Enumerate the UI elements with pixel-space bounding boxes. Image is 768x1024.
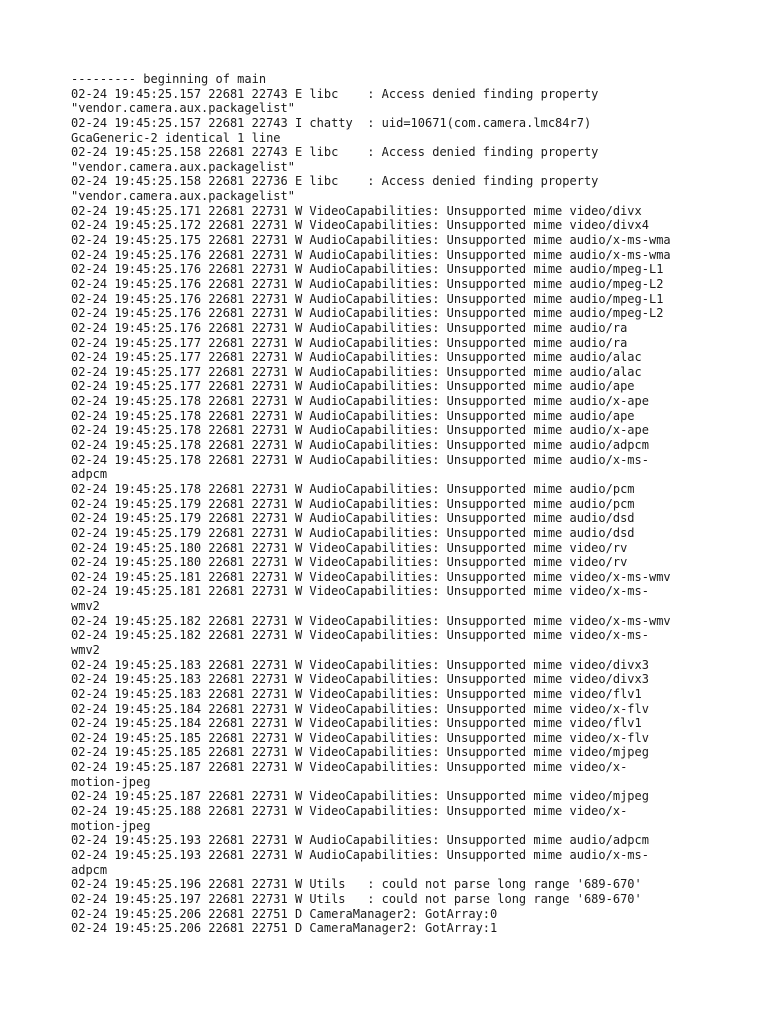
log-line: 02-24 19:45:25.176 22681 22731 W AudioCapabilities: Unsupported mime audio/mpeg-L2 (71, 306, 664, 321)
log-line: "vendor.camera.aux.packagelist" (71, 159, 295, 174)
log-line: 02-24 19:45:25.176 22681 22731 W AudioCapabilities: Unsupported mime audio/mpeg-L1 (71, 262, 664, 277)
log-line: 02-24 19:45:25.183 22681 22731 W VideoCapabilities: Unsupported mime video/divx3 (71, 657, 649, 672)
log-line: 02-24 19:45:25.178 22681 22731 W AudioCapabilities: Unsupported mime audio/pcm (71, 481, 635, 496)
log-line: adpcm (71, 862, 108, 877)
log-line: 02-24 19:45:25.179 22681 22731 W AudioCapabilities: Unsupported mime audio/dsd (71, 511, 635, 526)
log-line: 02-24 19:45:25.179 22681 22731 W AudioCapabilities: Unsupported mime audio/dsd (71, 525, 635, 540)
log-line: 02-24 19:45:25.176 22681 22731 W AudioCapabilities: Unsupported mime audio/ra (71, 320, 628, 335)
log-line: 02-24 19:45:25.182 22681 22731 W VideoCapabilities: Unsupported mime video/x-ms- (71, 628, 649, 643)
log-line: 02-24 19:45:25.183 22681 22731 W VideoCapabilities: Unsupported mime video/flv1 (71, 686, 642, 701)
log-line: 02-24 19:45:25.193 22681 22731 W AudioCapabilities: Unsupported mime audio/x-ms- (71, 847, 649, 862)
log-line: 02-24 19:45:25.206 22681 22751 D CameraManager2: GotArray:1 (71, 921, 498, 936)
log-line: 02-24 19:45:25.178 22681 22731 W AudioCapabilities: Unsupported mime audio/x-ms- (71, 452, 649, 467)
log-line: 02-24 19:45:25.180 22681 22731 W VideoCapabilities: Unsupported mime video/rv (71, 540, 628, 555)
log-line: 02-24 19:45:25.158 22681 22743 E libc : Access denied finding property (71, 145, 599, 160)
log-line: 02-24 19:45:25.176 22681 22731 W AudioCapabilities: Unsupported mime audio/x-ms-wma (71, 247, 671, 262)
log-line: 02-24 19:45:25.197 22681 22731 W Utils : could not parse long range '689-670' (71, 891, 642, 906)
log-line: 02-24 19:45:25.175 22681 22731 W AudioCapabilities: Unsupported mime audio/x-ms-wma (71, 233, 671, 248)
log-line: 02-24 19:45:25.181 22681 22731 W VideoCapabilities: Unsupported mime video/x-ms-wmv (71, 569, 671, 584)
log-line: 02-24 19:45:25.171 22681 22731 W VideoCapabilities: Unsupported mime video/divx (71, 203, 642, 218)
log-line: 02-24 19:45:25.184 22681 22731 W VideoCapabilities: Unsupported mime video/x-flv (71, 701, 649, 716)
log-line: 02-24 19:45:25.182 22681 22731 W VideoCapabilities: Unsupported mime video/x-ms-wmv (71, 613, 671, 628)
log-line: motion-jpeg (71, 818, 151, 833)
log-line: 02-24 19:45:25.184 22681 22731 W VideoCapabilities: Unsupported mime video/flv1 (71, 716, 642, 731)
log-line: 02-24 19:45:25.178 22681 22731 W AudioCapabilities: Unsupported mime audio/x-ape (71, 394, 649, 409)
log-line: 02-24 19:45:25.176 22681 22731 W AudioCapabilities: Unsupported mime audio/mpeg-L2 (71, 276, 664, 291)
log-line: 02-24 19:45:25.177 22681 22731 W AudioCapabilities: Unsupported mime audio/ra (71, 335, 628, 350)
log-line: 02-24 19:45:25.185 22681 22731 W VideoCapabilities: Unsupported mime video/mjpeg (71, 745, 649, 760)
log-line: adpcm (71, 467, 108, 482)
log-line: 02-24 19:45:25.185 22681 22731 W VideoCapabilities: Unsupported mime video/x-flv (71, 730, 649, 745)
log-line: 02-24 19:45:25.188 22681 22731 W VideoCapabilities: Unsupported mime video/x- (71, 804, 628, 819)
log-line: wmv2 (71, 642, 100, 657)
log-line: 02-24 19:45:25.187 22681 22731 W VideoCapabilities: Unsupported mime video/x- (71, 760, 628, 775)
log-line: "vendor.camera.aux.packagelist" (71, 101, 295, 116)
log-line: 02-24 19:45:25.187 22681 22731 W VideoCapabilities: Unsupported mime video/mjpeg (71, 789, 649, 804)
log-line: 02-24 19:45:25.183 22681 22731 W VideoCapabilities: Unsupported mime video/divx3 (71, 672, 649, 687)
log-line: 02-24 19:45:25.158 22681 22736 E libc : Access denied finding property (71, 174, 599, 189)
log-line: 02-24 19:45:25.176 22681 22731 W AudioCapabilities: Unsupported mime audio/mpeg-L1 (71, 291, 664, 306)
log-line: 02-24 19:45:25.177 22681 22731 W AudioCapabilities: Unsupported mime audio/alac (71, 350, 642, 365)
log-line: 02-24 19:45:25.157 22681 22743 I chatty : uid=10671(com.camera.lmc84r7) (71, 115, 592, 130)
log-line: 02-24 19:45:25.178 22681 22731 W AudioCapabilities: Unsupported mime audio/ape (71, 408, 635, 423)
log-line: 02-24 19:45:25.196 22681 22731 W Utils : could not parse long range '689-670' (71, 877, 642, 892)
log-line: motion-jpeg (71, 774, 151, 789)
log-section-header: --------- beginning of main (71, 72, 267, 86)
log-line: 02-24 19:45:25.177 22681 22731 W AudioCapabilities: Unsupported mime audio/alac (71, 364, 642, 379)
log-line: 02-24 19:45:25.193 22681 22731 W AudioCapabilities: Unsupported mime audio/adpcm (71, 833, 649, 848)
log-line: 02-24 19:45:25.181 22681 22731 W VideoCapabilities: Unsupported mime video/x-ms- (71, 584, 649, 599)
log-line: wmv2 (71, 599, 100, 614)
log-line: 02-24 19:45:25.206 22681 22751 D CameraManager2: GotArray:0 (71, 906, 498, 921)
log-output (71, 72, 711, 936)
log-line: GcaGeneric-2 identical 1 line (71, 130, 281, 145)
log-line: 02-24 19:45:25.157 22681 22743 E libc : Access denied finding property (71, 86, 599, 101)
log-line: "vendor.camera.aux.packagelist" (71, 189, 295, 204)
log-line: 02-24 19:45:25.178 22681 22731 W AudioCapabilities: Unsupported mime audio/x-ape (71, 423, 649, 438)
log-line: 02-24 19:45:25.172 22681 22731 W VideoCapabilities: Unsupported mime video/divx4 (71, 218, 649, 233)
log-line: 02-24 19:45:25.180 22681 22731 W VideoCapabilities: Unsupported mime video/rv (71, 555, 628, 570)
log-line: 02-24 19:45:25.177 22681 22731 W AudioCapabilities: Unsupported mime audio/ape (71, 379, 635, 394)
log-line: 02-24 19:45:25.178 22681 22731 W AudioCapabilities: Unsupported mime audio/adpcm (71, 438, 649, 453)
log-line: 02-24 19:45:25.179 22681 22731 W AudioCapabilities: Unsupported mime audio/pcm (71, 496, 635, 511)
